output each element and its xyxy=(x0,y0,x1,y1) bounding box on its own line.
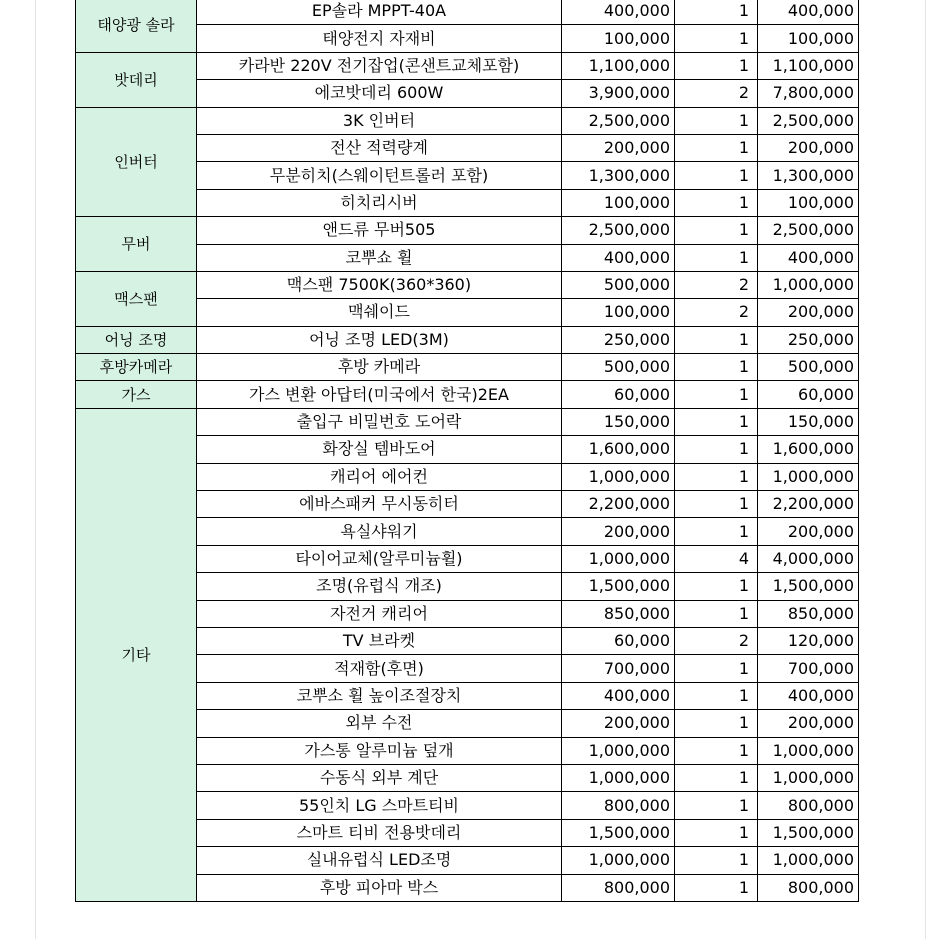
item-cell[interactable]: 스마트 티비 전용밧데리 xyxy=(197,819,562,846)
amount-cell[interactable]: 2,500,000 xyxy=(758,107,859,134)
amount-cell[interactable]: 200,000 xyxy=(758,518,859,545)
amount-cell[interactable]: 1,000,000 xyxy=(758,847,859,874)
table-row xyxy=(76,271,859,298)
amount-cell[interactable]: 60,000 xyxy=(758,381,859,408)
quantity-cell[interactable]: 1 xyxy=(675,436,758,463)
amount-cell[interactable]: 800,000 xyxy=(758,792,859,819)
gridline xyxy=(925,0,926,939)
unit-price-cell[interactable]: 1,000,000 xyxy=(562,737,675,764)
amount-cell[interactable]: 700,000 xyxy=(758,655,859,682)
amount-cell[interactable]: 1,100,000 xyxy=(758,52,859,79)
amount-cell[interactable]: 1,000,000 xyxy=(758,737,859,764)
item-cell[interactable]: 전산 적력량계 xyxy=(197,134,562,161)
quantity-cell[interactable]: 1 xyxy=(675,764,758,791)
unit-price-cell[interactable]: 1,600,000 xyxy=(562,436,675,463)
item-cell[interactable]: 태양전지 자재비 xyxy=(197,25,562,52)
category-cell[interactable]: 후방카메라 xyxy=(76,354,197,381)
quantity-cell[interactable]: 1 xyxy=(675,354,758,381)
table-row xyxy=(76,217,859,244)
item-cell[interactable]: 후방 피아마 박스 xyxy=(197,874,562,901)
quantity-cell[interactable]: 2 xyxy=(675,271,758,298)
unit-price-cell[interactable]: 1,500,000 xyxy=(562,819,675,846)
category-cell[interactable]: 인버터 xyxy=(76,107,197,217)
quantity-cell[interactable]: 1 xyxy=(675,819,758,846)
item-cell[interactable]: 적재함(후면) xyxy=(197,655,562,682)
quantity-cell[interactable]: 1 xyxy=(675,573,758,600)
unit-price-cell[interactable]: 100,000 xyxy=(562,25,675,52)
amount-cell[interactable]: 250,000 xyxy=(758,326,859,353)
quantity-cell[interactable]: 2 xyxy=(675,299,758,326)
item-cell[interactable]: 실내유럽식 LED조명 xyxy=(197,847,562,874)
amount-cell[interactable]: 2,500,000 xyxy=(758,217,859,244)
amount-cell[interactable]: 800,000 xyxy=(758,874,859,901)
table-body xyxy=(76,0,859,901)
amount-cell[interactable]: 2,200,000 xyxy=(758,491,859,518)
quantity-cell[interactable]: 1 xyxy=(675,682,758,709)
unit-price-cell[interactable]: 1,000,000 xyxy=(562,847,675,874)
item-cell[interactable]: 3K 인버터 xyxy=(197,107,562,134)
amount-cell[interactable]: 200,000 xyxy=(758,299,859,326)
amount-cell[interactable]: 400,000 xyxy=(758,244,859,271)
amount-cell[interactable]: 120,000 xyxy=(758,627,859,654)
amount-cell[interactable]: 850,000 xyxy=(758,600,859,627)
unit-price-cell[interactable]: 400,000 xyxy=(562,682,675,709)
quantity-cell[interactable]: 4 xyxy=(675,545,758,572)
quantity-cell[interactable]: 1 xyxy=(675,381,758,408)
table-row xyxy=(76,354,859,381)
amount-cell[interactable]: 400,000 xyxy=(758,0,859,25)
unit-price-cell[interactable]: 1,000,000 xyxy=(562,764,675,791)
table-row xyxy=(76,326,859,353)
quantity-cell[interactable]: 1 xyxy=(675,0,758,25)
item-cell[interactable]: 맥스팬 7500K(360*360) xyxy=(197,271,562,298)
unit-price-cell[interactable]: 400,000 xyxy=(562,0,675,25)
table-row xyxy=(76,381,859,408)
item-cell[interactable]: 출입구 비밀번호 도어락 xyxy=(197,408,562,435)
amount-cell[interactable]: 200,000 xyxy=(758,710,859,737)
amount-cell[interactable]: 1,300,000 xyxy=(758,162,859,189)
amount-cell[interactable]: 7,800,000 xyxy=(758,80,859,107)
unit-price-cell[interactable]: 850,000 xyxy=(562,600,675,627)
amount-cell[interactable]: 100,000 xyxy=(758,25,859,52)
unit-price-cell[interactable]: 3,900,000 xyxy=(562,80,675,107)
cost-table xyxy=(75,0,859,902)
amount-cell[interactable]: 1,000,000 xyxy=(758,764,859,791)
item-cell[interactable]: 타이어교체(알루미늄휠) xyxy=(197,545,562,572)
quantity-cell[interactable]: 1 xyxy=(675,408,758,435)
quantity-cell[interactable]: 1 xyxy=(675,326,758,353)
amount-cell[interactable]: 500,000 xyxy=(758,354,859,381)
quantity-cell[interactable]: 1 xyxy=(675,710,758,737)
item-cell[interactable]: 가스 변환 아답터(미국에서 한국)2EA xyxy=(197,381,562,408)
amount-cell[interactable]: 150,000 xyxy=(758,408,859,435)
item-cell[interactable]: 후방 카메라 xyxy=(197,354,562,381)
item-cell[interactable]: 코뿌소 휠 높이조절장치 xyxy=(197,682,562,709)
table-row xyxy=(76,107,859,134)
quantity-cell[interactable]: 1 xyxy=(675,737,758,764)
amount-cell[interactable]: 4,000,000 xyxy=(758,545,859,572)
quantity-cell[interactable]: 1 xyxy=(675,217,758,244)
item-cell[interactable]: 히치리시버 xyxy=(197,189,562,216)
item-cell[interactable]: 수동식 외부 계단 xyxy=(197,764,562,791)
category-cell[interactable]: 무버 xyxy=(76,217,197,272)
quantity-cell[interactable]: 1 xyxy=(675,107,758,134)
quantity-cell[interactable]: 1 xyxy=(675,134,758,161)
quantity-cell[interactable]: 1 xyxy=(675,518,758,545)
quantity-cell[interactable]: 1 xyxy=(675,491,758,518)
unit-price-cell[interactable]: 700,000 xyxy=(562,655,675,682)
unit-price-cell[interactable]: 1,000,000 xyxy=(562,545,675,572)
category-cell[interactable]: 가스 xyxy=(76,381,197,408)
amount-cell[interactable]: 1,000,000 xyxy=(758,271,859,298)
unit-price-cell[interactable]: 200,000 xyxy=(562,518,675,545)
unit-price-cell[interactable]: 500,000 xyxy=(562,271,675,298)
unit-price-cell[interactable]: 60,000 xyxy=(562,381,675,408)
item-cell[interactable]: 에코밧데리 600W xyxy=(197,80,562,107)
unit-price-cell[interactable]: 1,300,000 xyxy=(562,162,675,189)
quantity-cell[interactable]: 1 xyxy=(675,244,758,271)
amount-cell[interactable]: 200,000 xyxy=(758,134,859,161)
quantity-cell[interactable]: 2 xyxy=(675,627,758,654)
unit-price-cell[interactable]: 800,000 xyxy=(562,874,675,901)
item-cell[interactable]: 코뿌쇼 휠 xyxy=(197,244,562,271)
item-cell[interactable]: 맥쉐이드 xyxy=(197,299,562,326)
category-cell[interactable]: 기타 xyxy=(76,408,197,901)
table-row xyxy=(76,52,859,79)
quantity-cell[interactable]: 1 xyxy=(675,162,758,189)
quantity-cell[interactable]: 1 xyxy=(675,792,758,819)
unit-price-cell[interactable]: 200,000 xyxy=(562,710,675,737)
category-cell[interactable]: 맥스팬 xyxy=(76,271,197,326)
quantity-cell[interactable]: 1 xyxy=(675,655,758,682)
unit-price-cell[interactable]: 250,000 xyxy=(562,326,675,353)
unit-price-cell[interactable]: 100,000 xyxy=(562,189,675,216)
quantity-cell[interactable]: 1 xyxy=(675,874,758,901)
item-cell[interactable]: EP솔라 MPPT-40A xyxy=(197,0,562,25)
amount-cell[interactable]: 100,000 xyxy=(758,189,859,216)
quantity-cell[interactable]: 1 xyxy=(675,600,758,627)
amount-cell[interactable]: 1,600,000 xyxy=(758,436,859,463)
unit-price-cell[interactable]: 1,100,000 xyxy=(562,52,675,79)
item-cell[interactable]: 에바스패커 무시동히터 xyxy=(197,491,562,518)
table-row xyxy=(76,0,859,25)
unit-price-cell[interactable]: 200,000 xyxy=(562,134,675,161)
gridline xyxy=(35,0,36,939)
amount-cell[interactable]: 1,500,000 xyxy=(758,819,859,846)
amount-cell[interactable]: 1,000,000 xyxy=(758,463,859,490)
category-cell[interactable]: 어닝 조명 xyxy=(76,326,197,353)
unit-price-cell[interactable]: 500,000 xyxy=(562,354,675,381)
amount-cell[interactable]: 1,500,000 xyxy=(758,573,859,600)
unit-price-cell[interactable]: 1,000,000 xyxy=(562,463,675,490)
category-cell[interactable]: 밧데리 xyxy=(76,52,197,107)
quantity-cell[interactable]: 1 xyxy=(675,189,758,216)
item-cell[interactable]: 55인치 LG 스마트티비 xyxy=(197,792,562,819)
item-cell[interactable]: 어닝 조명 LED(3M) xyxy=(197,326,562,353)
unit-price-cell[interactable]: 2,500,000 xyxy=(562,107,675,134)
item-cell[interactable]: 카라반 220V 전기잡업(콘샌트교체포함) xyxy=(197,52,562,79)
quantity-cell[interactable]: 1 xyxy=(675,847,758,874)
item-cell[interactable]: 자전거 캐리어 xyxy=(197,600,562,627)
quantity-cell[interactable]: 1 xyxy=(675,52,758,79)
item-cell[interactable]: 조명(유럽식 개조) xyxy=(197,573,562,600)
unit-price-cell[interactable]: 2,200,000 xyxy=(562,491,675,518)
quantity-cell[interactable]: 1 xyxy=(675,463,758,490)
item-cell[interactable]: 화장실 템바도어 xyxy=(197,436,562,463)
item-cell[interactable]: 가스통 알루미늄 덮개 xyxy=(197,737,562,764)
unit-price-cell[interactable]: 1,500,000 xyxy=(562,573,675,600)
unit-price-cell[interactable]: 2,500,000 xyxy=(562,217,675,244)
quantity-cell[interactable]: 1 xyxy=(675,25,758,52)
unit-price-cell[interactable]: 100,000 xyxy=(562,299,675,326)
item-cell[interactable]: 욕실샤워기 xyxy=(197,518,562,545)
unit-price-cell[interactable]: 800,000 xyxy=(562,792,675,819)
item-cell[interactable]: 무분히치(스웨이턴트롤러 포함) xyxy=(197,162,562,189)
unit-price-cell[interactable]: 150,000 xyxy=(562,408,675,435)
item-cell[interactable]: TV 브라켓 xyxy=(197,627,562,654)
unit-price-cell[interactable]: 400,000 xyxy=(562,244,675,271)
unit-price-cell[interactable]: 60,000 xyxy=(562,627,675,654)
item-cell[interactable]: 캐리어 에어컨 xyxy=(197,463,562,490)
item-cell[interactable]: 앤드류 무버505 xyxy=(197,217,562,244)
quantity-cell[interactable]: 2 xyxy=(675,80,758,107)
table-row xyxy=(76,408,859,435)
category-cell[interactable]: 태양광 솔라 xyxy=(76,0,197,52)
item-cell[interactable]: 외부 수전 xyxy=(197,710,562,737)
amount-cell[interactable]: 400,000 xyxy=(758,682,859,709)
